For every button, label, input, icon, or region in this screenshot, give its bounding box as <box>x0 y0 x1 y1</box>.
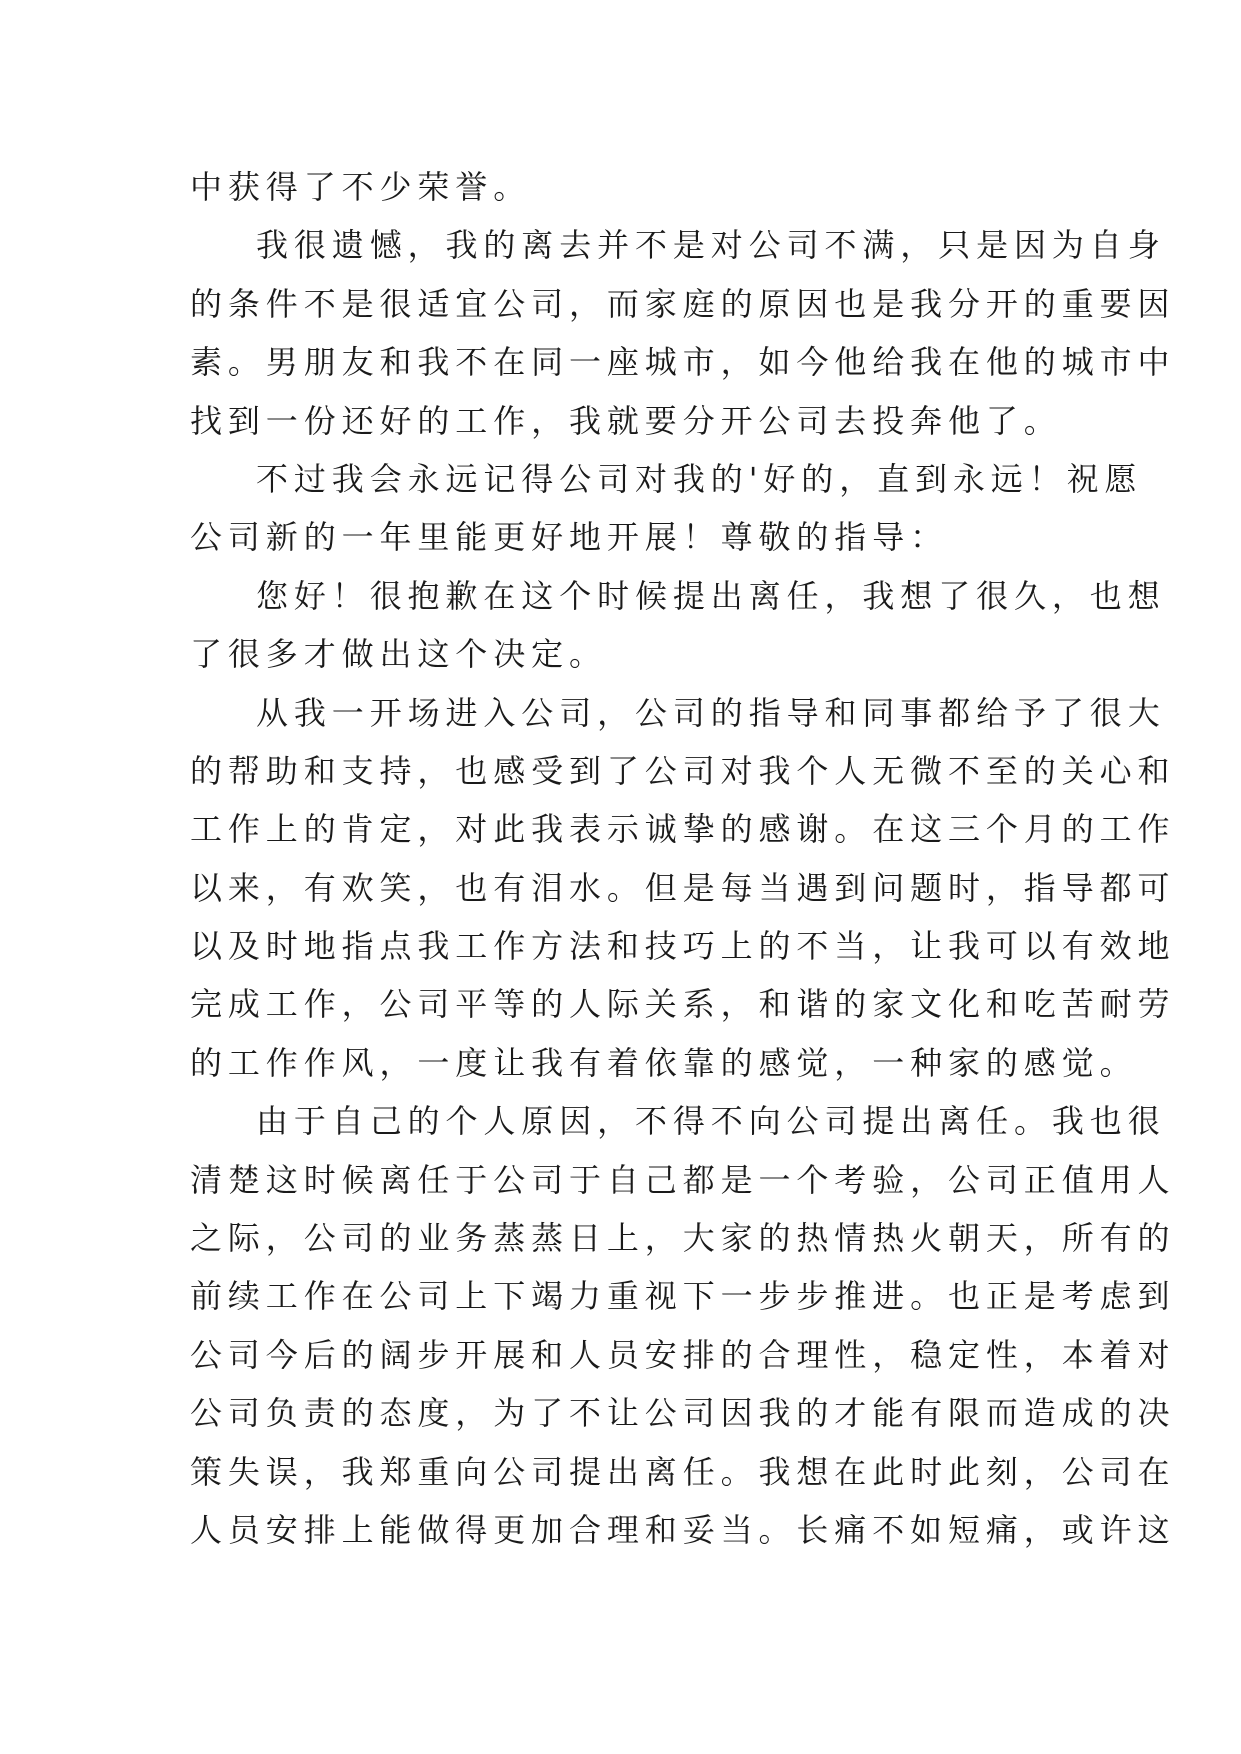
text-line: 我很遗憾，我的离去并不是对公司不满，只是因为自身 <box>256 226 1166 265</box>
text-line: 找到一份还好的工作，我就要分开公司去投奔他了。 <box>190 401 1062 440</box>
text-line: 您好！很抱歉在这个时候提出离任，我想了很久，也想 <box>256 576 1166 615</box>
text-line: 前续工作在公司上下竭力重视下一步步推进。也正是考虑到 <box>190 1277 1176 1316</box>
text-line: 素。男朋友和我不在同一座城市，如今他给我在他的城市中 <box>190 343 1176 382</box>
text-line: 人员安排上能做得更加合理和妥当。长痛不如短痛，或许这 <box>190 1510 1176 1549</box>
text-line: 公司新的一年里能更好地开展！尊敬的指导： <box>190 518 949 557</box>
text-line: 的帮助和支持，也感受到了公司对我个人无微不至的关心和 <box>190 751 1176 790</box>
text-line: 公司负责的态度，为了不让公司因我的才能有限而造成的决 <box>190 1394 1176 1433</box>
text-line: 了很多才做出这个决定。 <box>190 635 607 674</box>
text-line: 策失误，我郑重向公司提出离任。我想在此时此刻，公司在 <box>190 1452 1176 1491</box>
text-line: 的工作作风，一度让我有着依靠的感觉，一种家的感觉。 <box>190 1043 1138 1082</box>
text-line: 以及时地指点我工作方法和技巧上的不当，让我可以有效地 <box>190 927 1176 966</box>
text-line: 之际，公司的业务蒸蒸日上，大家的热情热火朝天，所有的 <box>190 1219 1176 1258</box>
text-line: 工作上的肯定，对此我表示诚挚的感谢。在这三个月的工作 <box>190 810 1176 849</box>
text-line: 公司今后的阔步开展和人员安排的合理性，稳定性，本着对 <box>190 1335 1176 1374</box>
text-line: 清楚这时候离任于公司于自己都是一个考验，公司正值用人 <box>190 1160 1176 1199</box>
text-line: 完成工作，公司平等的人际关系，和谐的家文化和吃苦耐劳 <box>190 985 1176 1024</box>
text-line: 中获得了不少荣誉。 <box>190 168 532 206</box>
text-line: 的条件不是很适宜公司，而家庭的原因也是我分开的重要因 <box>190 284 1176 323</box>
document-body <box>190 158 1176 1559</box>
text-line: 由于自己的个人原因，不得不向公司提出离任。我也很 <box>256 1102 1166 1141</box>
text-line: 不过我会永远记得公司对我的'好的，直到永远！祝愿 <box>256 459 1143 498</box>
text-line: 从我一开场进入公司，公司的指导和同事都给予了很大 <box>256 693 1166 732</box>
text-line: 以来，有欢笑，也有泪水。但是每当遇到问题时，指导都可 <box>190 868 1176 907</box>
